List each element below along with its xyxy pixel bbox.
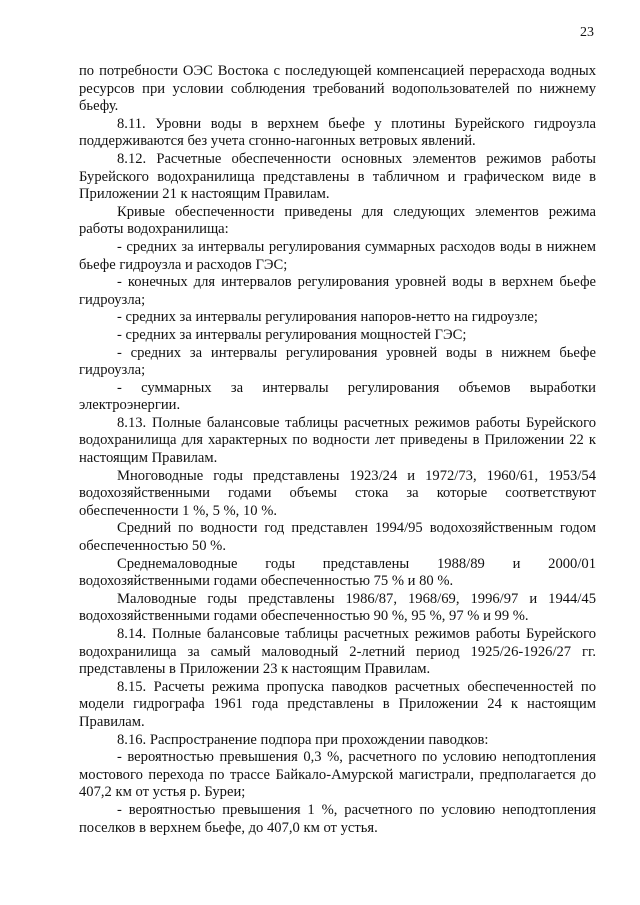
paragraph-8-12: 8.12. Расчетные обеспеченности основных элементов режимов работы Бурейского водохранилища представлены в табличном и графическом виде в Приложении 21 к настоящим Правилам.: [79, 150, 596, 203]
list-item: - конечных для интервалов регулирования уровней воды в верхнем бьефе гидроузла;: [79, 274, 596, 308]
list-item: - средних за интервалы регулирования уровней воды в нижнем бьефе гидроузла;: [79, 344, 596, 379]
paragraph: Многоводные годы представлены 1923/24 и 1972/73, 1960/61, 1953/54 водохозяйственными годами объемы стока за которые соответствуют обеспеченности 1 %, 5 %, 10 %.: [79, 467, 596, 519]
paragraph-8-14: 8.14. Полные балансовые таблицы расчетных режимов работы Бурейского водохранилища за самый маловодный 2-летний период 1925/26-1926/27 гг. представлены в Приложении 23 к настоящим Правилам.: [79, 626, 596, 678]
paragraph: Маловодные годы представлены 1986/87, 1968/69, 1996/97 и 1944/45 водохозяйственными годами обеспеченностью 90 %, 95 %, 97 % и 99 %.: [79, 590, 596, 625]
page-number: 23: [580, 25, 594, 40]
list-item: - вероятностью превышения 0,3 %, расчетного по условию неподтопления мостового перехода по трассе Байкало-Амурской магистрали, предполагается до 407,2 км от устья р. Буреи;: [79, 749, 596, 801]
list-item: - средних за интервалы регулирования мощностей ГЭС;: [117, 326, 467, 343]
list-item: - средних за интервалы регулирования суммарных расходов воды в нижнем бьефе гидроузла и расходов ГЭС;: [79, 238, 596, 273]
paragraph-8-16: 8.16. Распространение подпора при прохождении паводков:: [117, 731, 489, 748]
paragraph: Средний по водности год представлен 1994/95 водохозяйственным годом обеспеченностью 50 %.: [79, 520, 596, 555]
paragraph: по потребности ОЭС Востока с последующей компенсацией перерасхода водных ресурсов при условии соблюдения требований водопользователей по нижнему бьефу.: [79, 63, 596, 115]
paragraph-8-11: 8.11. Уровни воды в верхнем бьефе у плотины Бурейского гидроузла поддерживаются без учета сгонно-нагонных ветровых явлений.: [79, 115, 596, 150]
document-body: [79, 63, 596, 837]
list-item: - средних за интервалы регулирования напоров-нетто на гидроузле;: [117, 309, 538, 326]
paragraph: Кривые обеспеченности приведены для следующих элементов режима работы водохранилища:: [79, 203, 596, 238]
paragraph-8-15: 8.15. Расчеты режима пропуска паводков расчетных обеспеченностей по модели гидрографа 1961 года представлены в Приложении 24 к настоящим Правилам.: [79, 678, 596, 730]
paragraph: Среднемаловодные годы представлены 1988/89 и 2000/01 водохозяйственными годами обеспеченностью 75 % и 80 %.: [79, 555, 596, 590]
list-item: - вероятностью превышения 1 %, расчетного по условию неподтопления поселков в верхнем бьефе, до 407,0 км от устья.: [79, 801, 596, 836]
paragraph-8-13: 8.13. Полные балансовые таблицы расчетных режимов работы Бурейского водохранилища для характерных по водности лет приведены в Приложении 22 к настоящим Правилам.: [79, 414, 596, 467]
list-item: - суммарных за интервалы регулирования объемов выработки электроэнергии.: [79, 379, 596, 414]
